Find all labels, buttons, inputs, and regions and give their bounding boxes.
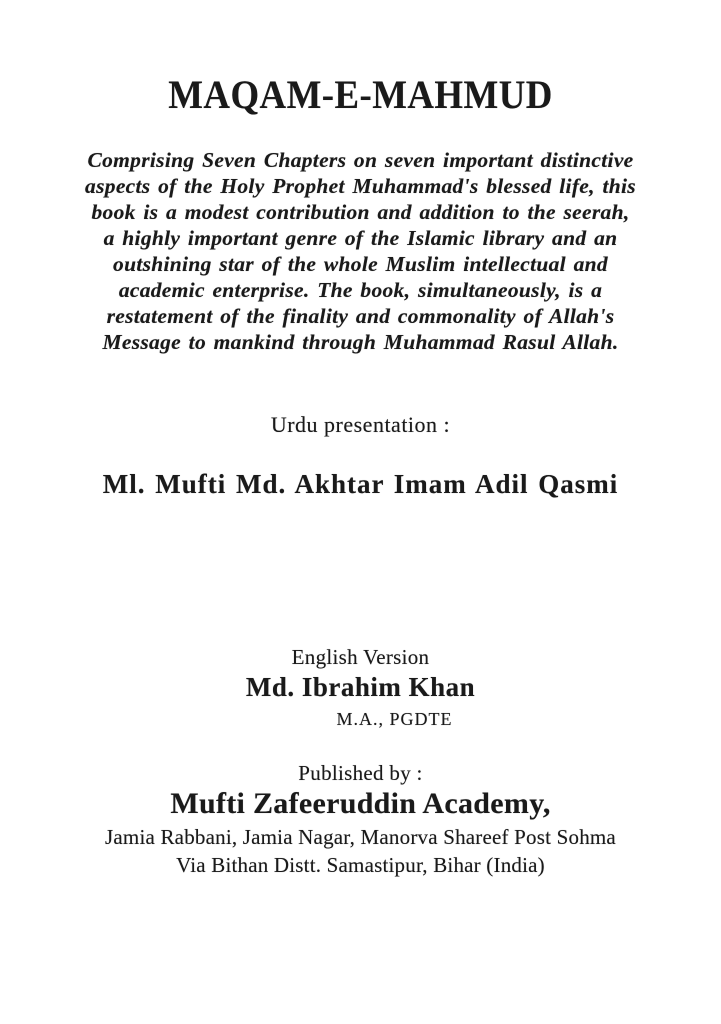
translator-qualifications: M.A., PGDTE [336,709,453,729]
publisher-name: Mufti Zafeeruddin Academy, [170,787,551,820]
book-title: MAQAM-E-MAHMUD [168,72,553,117]
synopsis-line: book is a modest contribution and addition to the seerah, [91,200,630,224]
translator-name: Md. Ibrahim Khan [245,672,476,702]
published-by-label: Published by : [298,761,423,785]
synopsis-line: aspects of the Holy Prophet Muhammad's blessed life, this [85,174,636,198]
synopsis-line: academic enterprise. The book, simultaneously, is a [118,278,603,302]
urdu-presentation-label: Urdu presentation : [270,412,451,437]
synopsis-line: a highly important genre of the Islamic library and an [103,226,618,250]
synopsis-line: Comprising Seven Chapters on seven important distinctive [87,148,634,172]
urdu-presenter-name: Ml. Mufti Md. Akhtar Imam Adil Qasmi [102,469,619,499]
book-synopsis [0,147,721,355]
synopsis-line: restatement of the finality and commonality of Allah's [106,304,615,328]
english-version-label: English Version [291,645,430,669]
publisher-address-line: Via Bithan Distt. Samastipur, Bihar (India) [176,853,545,877]
synopsis-line: outshining star of the whole Muslim intellectual and [113,252,608,276]
synopsis-line: Message to mankind through Muhammad Rasul Allah. [102,330,619,354]
publisher-address-line: Jamia Rabbani, Jamia Nagar, Manorva Shareef Post Sohma [105,825,616,849]
